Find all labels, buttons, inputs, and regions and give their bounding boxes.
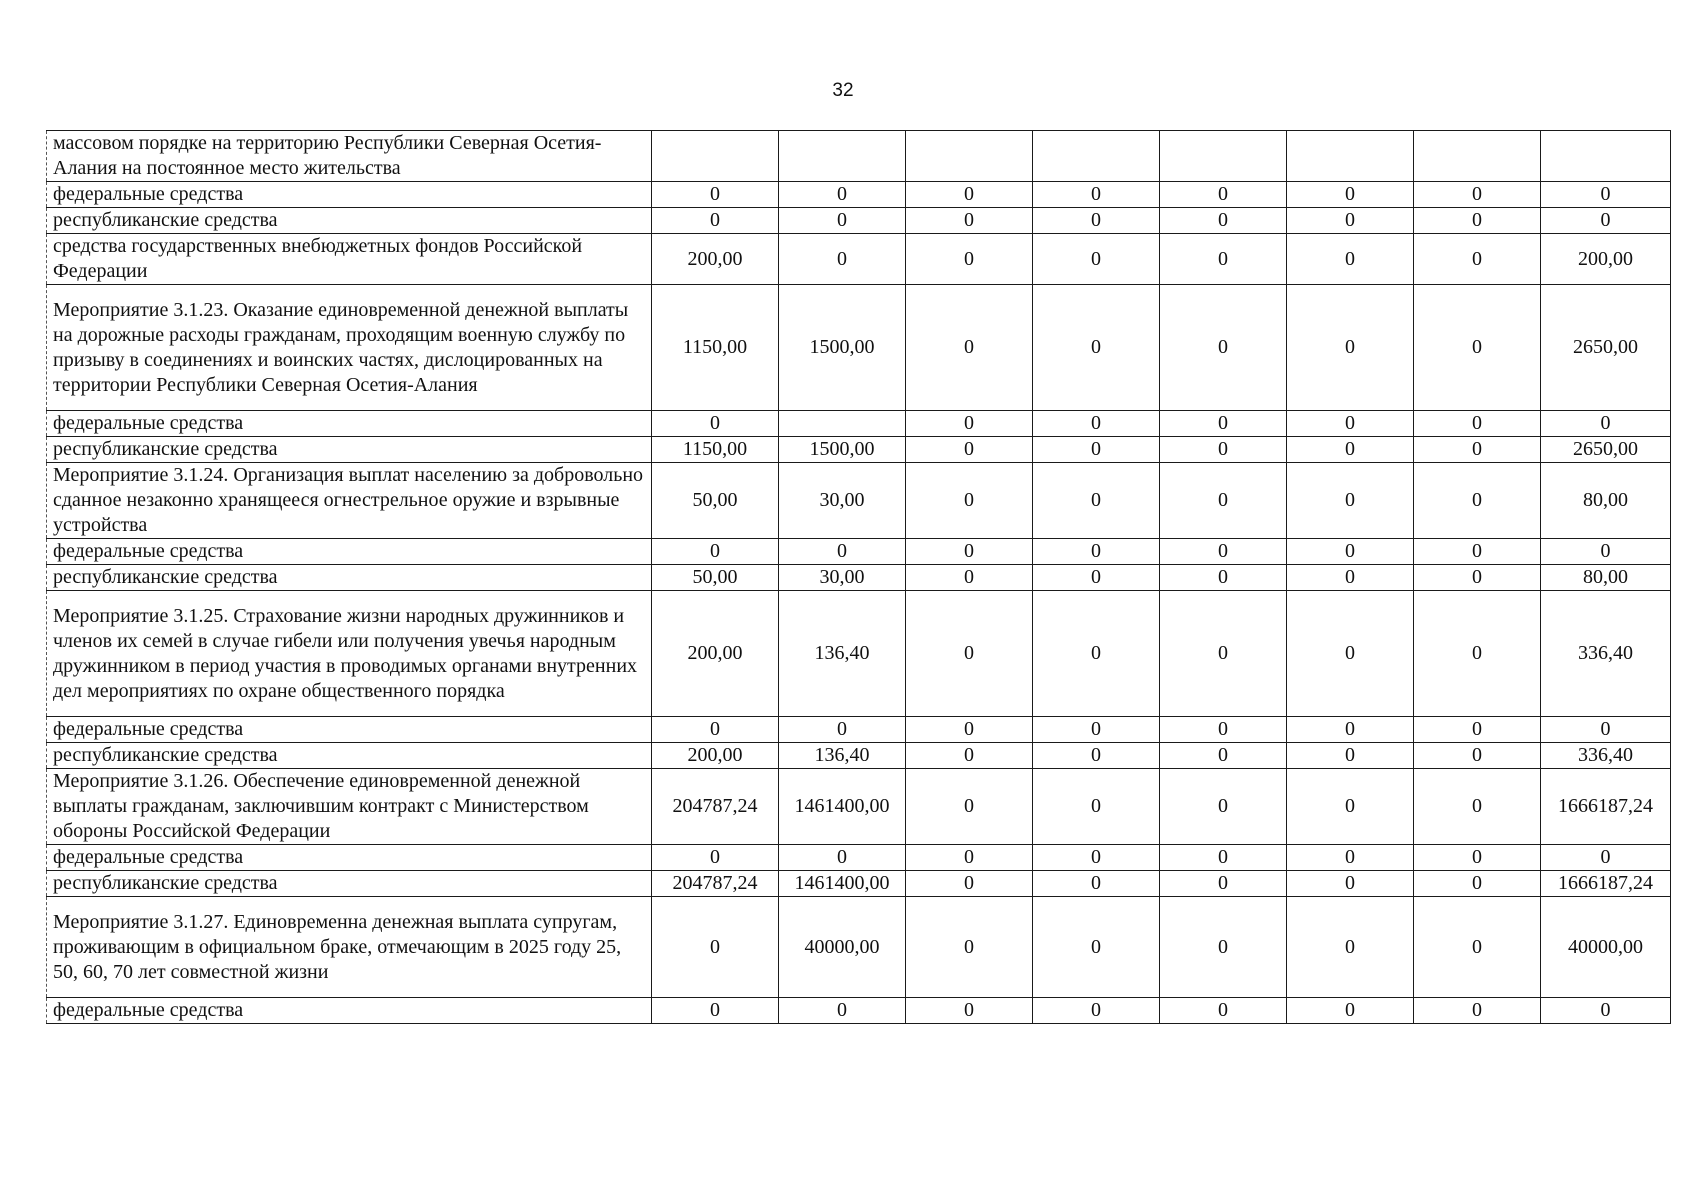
table-row bbox=[47, 437, 1671, 463]
row-value: 0 bbox=[652, 208, 779, 234]
row-value: 0 bbox=[1414, 565, 1541, 591]
table-row bbox=[47, 539, 1671, 565]
row-label: республиканские средства bbox=[47, 871, 652, 897]
row-value: 0 bbox=[1160, 871, 1287, 897]
row-total-value: 0 bbox=[1541, 182, 1671, 208]
row-value: 0 bbox=[1287, 897, 1414, 998]
row-value: 0 bbox=[1287, 769, 1414, 845]
budget-table-body bbox=[47, 131, 1671, 1024]
row-total-value: 2650,00 bbox=[1541, 285, 1671, 411]
row-value: 0 bbox=[906, 437, 1033, 463]
row-value: 0 bbox=[906, 998, 1033, 1024]
table-row bbox=[47, 285, 1671, 411]
row-value: 0 bbox=[1033, 234, 1160, 285]
row-value: 0 bbox=[1033, 998, 1160, 1024]
row-value: 0 bbox=[906, 208, 1033, 234]
row-value: 0 bbox=[779, 998, 906, 1024]
row-value: 0 bbox=[1033, 743, 1160, 769]
row-value: 0 bbox=[906, 743, 1033, 769]
table-row bbox=[47, 131, 1671, 182]
row-value: 50,00 bbox=[652, 463, 779, 539]
table-row bbox=[47, 717, 1671, 743]
table-row bbox=[47, 234, 1671, 285]
row-value: 0 bbox=[1414, 998, 1541, 1024]
row-value: 0 bbox=[652, 845, 779, 871]
row-value: 0 bbox=[1287, 437, 1414, 463]
row-value: 0 bbox=[1287, 182, 1414, 208]
row-value: 0 bbox=[1160, 565, 1287, 591]
row-value: 0 bbox=[906, 769, 1033, 845]
row-value: 0 bbox=[906, 717, 1033, 743]
row-label: Мероприятие 3.1.24. Организация выплат населению за добровольно сданное незаконно хранящееся огнестрельное оружие и взрывные устройства bbox=[47, 463, 652, 539]
row-value: 0 bbox=[1287, 845, 1414, 871]
row-value bbox=[1414, 131, 1541, 182]
row-value bbox=[1287, 131, 1414, 182]
row-value: 0 bbox=[1033, 539, 1160, 565]
row-value: 0 bbox=[1160, 743, 1287, 769]
row-value: 0 bbox=[1033, 769, 1160, 845]
row-value: 0 bbox=[1160, 845, 1287, 871]
row-value: 0 bbox=[906, 234, 1033, 285]
row-value: 0 bbox=[1287, 743, 1414, 769]
table-row bbox=[47, 769, 1671, 845]
row-value: 0 bbox=[779, 234, 906, 285]
row-value bbox=[1033, 131, 1160, 182]
row-value: 1150,00 bbox=[652, 285, 779, 411]
row-total-value: 1666187,24 bbox=[1541, 871, 1671, 897]
row-value: 0 bbox=[1414, 234, 1541, 285]
row-value: 0 bbox=[1033, 845, 1160, 871]
row-value bbox=[906, 131, 1033, 182]
row-value: 0 bbox=[1414, 897, 1541, 998]
row-label: Мероприятие 3.1.23. Оказание единовременной денежной выплаты на дорожные расходы гражданам, проходящим военную службу по призыву в соединениях и воинских частях, дислоцированных на территории Республики Северная Осетия-Алания bbox=[47, 285, 652, 411]
row-total-value: 80,00 bbox=[1541, 565, 1671, 591]
page-number: 32 bbox=[832, 80, 854, 101]
row-value: 0 bbox=[1287, 285, 1414, 411]
row-value: 0 bbox=[1287, 463, 1414, 539]
row-value: 0 bbox=[779, 208, 906, 234]
row-value: 136,40 bbox=[779, 591, 906, 717]
row-value: 0 bbox=[1414, 411, 1541, 437]
row-value: 0 bbox=[1160, 208, 1287, 234]
row-value: 0 bbox=[1414, 871, 1541, 897]
row-value: 0 bbox=[1033, 717, 1160, 743]
row-value: 0 bbox=[1414, 208, 1541, 234]
budget-table bbox=[46, 130, 1671, 1024]
row-value: 0 bbox=[1160, 769, 1287, 845]
row-value: 0 bbox=[1033, 591, 1160, 717]
row-value: 204787,24 bbox=[652, 871, 779, 897]
row-value: 200,00 bbox=[652, 743, 779, 769]
row-value: 136,40 bbox=[779, 743, 906, 769]
row-value: 0 bbox=[1414, 437, 1541, 463]
row-total-value: 200,00 bbox=[1541, 234, 1671, 285]
row-value: 0 bbox=[652, 897, 779, 998]
row-value: 0 bbox=[1160, 591, 1287, 717]
row-value: 1500,00 bbox=[779, 285, 906, 411]
row-value: 0 bbox=[1160, 411, 1287, 437]
row-value: 1461400,00 bbox=[779, 769, 906, 845]
row-value: 0 bbox=[1414, 539, 1541, 565]
row-value: 0 bbox=[779, 845, 906, 871]
row-label: массовом порядке на территорию Республики Северная Осетия-Алания на постоянное место жительства bbox=[47, 131, 652, 182]
row-value: 0 bbox=[1287, 234, 1414, 285]
table-row bbox=[47, 463, 1671, 539]
row-value: 0 bbox=[1287, 591, 1414, 717]
row-total-value: 0 bbox=[1541, 539, 1671, 565]
row-value: 0 bbox=[1414, 285, 1541, 411]
row-label: Мероприятие 3.1.26. Обеспечение единовременной денежной выплаты гражданам, заключившим контракт с Министерством обороны Российской Федерации bbox=[47, 769, 652, 845]
row-value: 0 bbox=[652, 998, 779, 1024]
row-value: 0 bbox=[1414, 845, 1541, 871]
row-value: 0 bbox=[1287, 717, 1414, 743]
row-value: 200,00 bbox=[652, 591, 779, 717]
row-value: 0 bbox=[1160, 182, 1287, 208]
row-value: 0 bbox=[1287, 998, 1414, 1024]
row-value: 0 bbox=[906, 539, 1033, 565]
row-value: 0 bbox=[1414, 743, 1541, 769]
row-total-value: 1666187,24 bbox=[1541, 769, 1671, 845]
row-value: 0 bbox=[1160, 539, 1287, 565]
row-total-value: 0 bbox=[1541, 717, 1671, 743]
row-value: 204787,24 bbox=[652, 769, 779, 845]
row-value: 0 bbox=[1160, 897, 1287, 998]
table-row bbox=[47, 565, 1671, 591]
table-row bbox=[47, 182, 1671, 208]
table-row bbox=[47, 411, 1671, 437]
table-row bbox=[47, 208, 1671, 234]
row-value bbox=[779, 411, 906, 437]
row-label: федеральные средства bbox=[47, 845, 652, 871]
row-value: 30,00 bbox=[779, 463, 906, 539]
row-label: республиканские средства bbox=[47, 208, 652, 234]
row-value: 0 bbox=[1160, 463, 1287, 539]
row-value: 0 bbox=[779, 717, 906, 743]
row-label: федеральные средства bbox=[47, 717, 652, 743]
row-value: 0 bbox=[906, 411, 1033, 437]
row-value: 0 bbox=[652, 539, 779, 565]
row-value: 0 bbox=[906, 845, 1033, 871]
row-value: 0 bbox=[1414, 769, 1541, 845]
row-value: 0 bbox=[1160, 285, 1287, 411]
table-row bbox=[47, 591, 1671, 717]
row-value: 50,00 bbox=[652, 565, 779, 591]
row-value: 0 bbox=[1033, 565, 1160, 591]
row-value: 30,00 bbox=[779, 565, 906, 591]
row-value: 0 bbox=[1414, 717, 1541, 743]
row-value: 0 bbox=[1160, 234, 1287, 285]
row-value: 0 bbox=[1033, 897, 1160, 998]
row-value: 0 bbox=[1160, 717, 1287, 743]
row-value: 0 bbox=[1414, 463, 1541, 539]
row-value: 0 bbox=[1033, 208, 1160, 234]
row-label: республиканские средства bbox=[47, 565, 652, 591]
row-value: 0 bbox=[1287, 208, 1414, 234]
row-label: Мероприятие 3.1.27. Единовременна денежная выплата супругам, проживающим в официальном браке, отмечающим в 2025 году 25, 50, 60, 70 лет совместной жизни bbox=[47, 897, 652, 998]
table-row bbox=[47, 871, 1671, 897]
row-total-value: 0 bbox=[1541, 411, 1671, 437]
row-value: 0 bbox=[652, 182, 779, 208]
row-total-value: 0 bbox=[1541, 998, 1671, 1024]
row-value: 0 bbox=[906, 897, 1033, 998]
row-value: 1500,00 bbox=[779, 437, 906, 463]
row-value: 200,00 bbox=[652, 234, 779, 285]
row-value: 0 bbox=[1033, 411, 1160, 437]
row-value: 0 bbox=[779, 539, 906, 565]
row-value: 40000,00 bbox=[779, 897, 906, 998]
row-value: 0 bbox=[1287, 539, 1414, 565]
row-label: республиканские средства bbox=[47, 437, 652, 463]
row-value: 0 bbox=[1160, 437, 1287, 463]
row-label: республиканские средства bbox=[47, 743, 652, 769]
row-value: 0 bbox=[1287, 411, 1414, 437]
row-total-value: 80,00 bbox=[1541, 463, 1671, 539]
row-total-value: 0 bbox=[1541, 208, 1671, 234]
row-label: федеральные средства bbox=[47, 998, 652, 1024]
row-total-value bbox=[1541, 131, 1671, 182]
row-value: 0 bbox=[1414, 591, 1541, 717]
row-label: Мероприятие 3.1.25. Страхование жизни народных дружинников и членов их семей в случае гибели или получения увечья народным дружинником в период участия в проводимых органами внутренних дел мероприятиях по охране общественного порядка bbox=[47, 591, 652, 717]
row-value: 0 bbox=[906, 565, 1033, 591]
row-value: 1150,00 bbox=[652, 437, 779, 463]
table-row bbox=[47, 897, 1671, 998]
row-value: 0 bbox=[906, 871, 1033, 897]
row-value: 0 bbox=[652, 717, 779, 743]
row-value: 1461400,00 bbox=[779, 871, 906, 897]
row-label: федеральные средства bbox=[47, 411, 652, 437]
row-value: 0 bbox=[906, 182, 1033, 208]
row-value: 0 bbox=[1033, 871, 1160, 897]
row-value: 0 bbox=[1414, 182, 1541, 208]
row-label: федеральные средства bbox=[47, 182, 652, 208]
table-row bbox=[47, 998, 1671, 1024]
table-row bbox=[47, 743, 1671, 769]
row-label: федеральные средства bbox=[47, 539, 652, 565]
row-value: 0 bbox=[652, 411, 779, 437]
row-label: средства государственных внебюджетных фондов Российской Федерации bbox=[47, 234, 652, 285]
row-total-value: 2650,00 bbox=[1541, 437, 1671, 463]
row-value: 0 bbox=[1033, 285, 1160, 411]
row-value bbox=[1160, 131, 1287, 182]
row-value: 0 bbox=[906, 463, 1033, 539]
table-row bbox=[47, 845, 1671, 871]
row-total-value: 336,40 bbox=[1541, 591, 1671, 717]
row-value bbox=[779, 131, 906, 182]
row-value: 0 bbox=[1033, 437, 1160, 463]
row-value: 0 bbox=[779, 182, 906, 208]
row-total-value: 40000,00 bbox=[1541, 897, 1671, 998]
row-value: 0 bbox=[906, 285, 1033, 411]
row-value bbox=[652, 131, 779, 182]
row-value: 0 bbox=[1033, 463, 1160, 539]
row-value: 0 bbox=[1287, 565, 1414, 591]
row-value: 0 bbox=[1160, 998, 1287, 1024]
row-value: 0 bbox=[906, 591, 1033, 717]
row-total-value: 336,40 bbox=[1541, 743, 1671, 769]
row-total-value: 0 bbox=[1541, 845, 1671, 871]
row-value: 0 bbox=[1287, 871, 1414, 897]
row-value: 0 bbox=[1033, 182, 1160, 208]
